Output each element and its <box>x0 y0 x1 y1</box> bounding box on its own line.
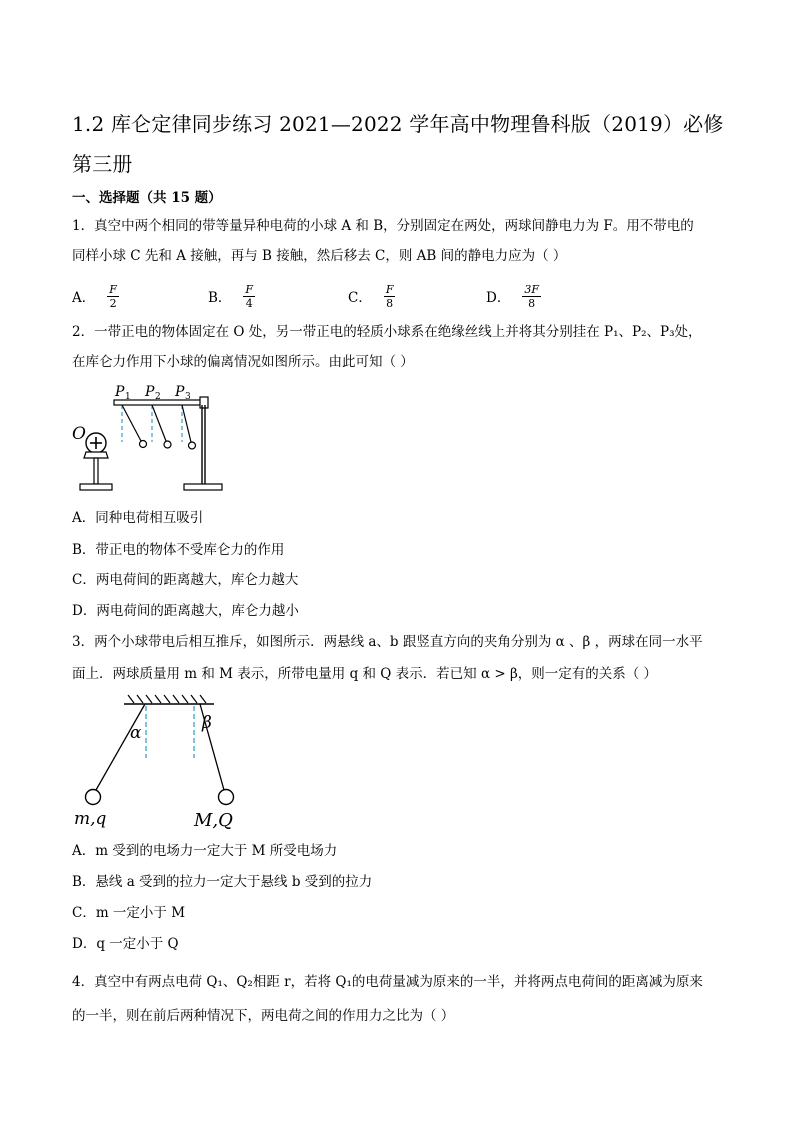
option-label: A． <box>72 290 96 306</box>
numerator: F <box>109 282 117 296</box>
q1-option-d[interactable] <box>486 276 541 316</box>
right-stand-base <box>184 484 222 490</box>
q2-option-a[interactable]: A．同种电荷相互吸引 <box>72 510 204 526</box>
q3-line-2: 面上．两球质量用 m 和 M 表示，所带电量用 q 和 Q 表示．若已知 α > β，则一定有的关系（ ） <box>72 666 658 682</box>
title-line-2: 第三册 <box>72 152 133 176</box>
q3-option-d[interactable]: D．q 一定小于 Q <box>72 936 179 952</box>
q1-option-b[interactable] <box>208 276 255 316</box>
q3-option-c[interactable]: C．m 一定小于 M <box>72 905 186 921</box>
q4-line-1: 4．真空中有两点电荷 Q₁、Q₂相距 r，若将 Q₁的电荷量减为原来的一半，并将两点电荷间的距离减为原来 <box>72 974 703 990</box>
label-p1: P <box>115 384 125 400</box>
label-p2: P <box>145 384 155 400</box>
q4-line-2: 的一半，则在前后两种情况下，两电荷之间的作用力之比为（ ） <box>72 1008 455 1024</box>
fraction <box>522 283 541 310</box>
q2-option-c[interactable]: C．两电荷间的距离越大，库仑力越大 <box>72 572 299 588</box>
label-p2-sub: 2 <box>155 392 161 402</box>
q2-figure <box>70 380 230 498</box>
ball-p3 <box>189 442 196 449</box>
ceiling-hatching <box>128 695 206 703</box>
cup-holder <box>84 452 108 458</box>
fraction <box>243 283 255 310</box>
section-heading: 一、选择题（共 15 题） <box>72 190 222 206</box>
q1-line-1: 1．真空中两个相同的带等量异种电荷的小球 A 和 B，分别固定在两处，两球间静电力为 F。用不带电的 <box>72 218 694 234</box>
label-alpha: α <box>130 723 142 743</box>
thread-a <box>96 704 145 790</box>
numerator: F <box>385 282 394 296</box>
denominator: 2 <box>109 296 117 310</box>
q1-options <box>72 276 632 316</box>
fraction <box>384 283 396 310</box>
fraction <box>107 283 119 310</box>
label-beta: β <box>202 713 212 733</box>
q1-line-2: 同样小球 C 先和 A 接触，再与 B 接触，然后移去 C，则 AB 间的静电力应为（ ） <box>72 248 567 264</box>
q3-line-1: 3．两个小球带电后相互推斥，如图所示．两悬线 a、b 跟竖直方向的夹角分别为 α 、β ，两球在同一水平 <box>72 634 703 650</box>
label-m-q: m,q <box>74 809 107 829</box>
clamp <box>200 397 208 408</box>
document-title <box>72 104 732 184</box>
ball-p1 <box>140 441 147 448</box>
label-p3-sub: 3 <box>185 392 191 402</box>
q1-option-a[interactable] <box>72 276 119 316</box>
numerator: 3F <box>524 282 539 296</box>
label-o: O <box>72 424 86 444</box>
title-line-1: 1.2 库仑定律同步练习 2021—2022 学年高中物理鲁科版（2019）必修 <box>72 112 724 136</box>
q2-option-b[interactable]: B．带正电的物体不受库仑力的作用 <box>72 542 285 558</box>
q2-option-d[interactable]: D．两电荷间的距离越大，库仑力越小 <box>72 603 299 619</box>
thread-p2 <box>152 405 166 441</box>
denominator: 8 <box>386 296 394 310</box>
label-p3: P <box>175 384 185 400</box>
stand-base <box>80 484 112 490</box>
option-label: D． <box>486 290 511 306</box>
q2-line-2: 在库仑力作用下小球的偏离情况如图所示。由此可知（ ） <box>72 354 414 370</box>
ball-p2 <box>164 441 171 448</box>
numerator: F <box>245 282 254 296</box>
option-label: B． <box>208 290 232 306</box>
stand-post <box>94 458 98 484</box>
label-M-Q: M,Q <box>194 810 233 831</box>
thread-p1 <box>122 405 141 441</box>
option-label: C． <box>348 290 372 306</box>
denominator: 4 <box>245 296 253 310</box>
q3-option-a[interactable]: A．m 受到的电场力一定大于 M 所受电场力 <box>72 843 338 859</box>
q3-option-b[interactable]: B．悬线 a 受到的拉力一定大于悬线 b 受到的拉力 <box>72 874 373 890</box>
q2-line-1: 2．一带正电的物体固定在 O 处，另一带正电的轻质小球系在绝缘丝线上并将其分别挂在 P₁、P₂、P₃处， <box>72 324 702 340</box>
thread-p3 <box>182 405 191 442</box>
denominator: 8 <box>528 296 536 310</box>
q1-option-c[interactable] <box>348 276 395 316</box>
ball-m <box>86 790 101 805</box>
q3-figure <box>70 690 250 836</box>
ball-M <box>219 790 234 805</box>
label-p1-sub: 1 <box>125 392 131 402</box>
